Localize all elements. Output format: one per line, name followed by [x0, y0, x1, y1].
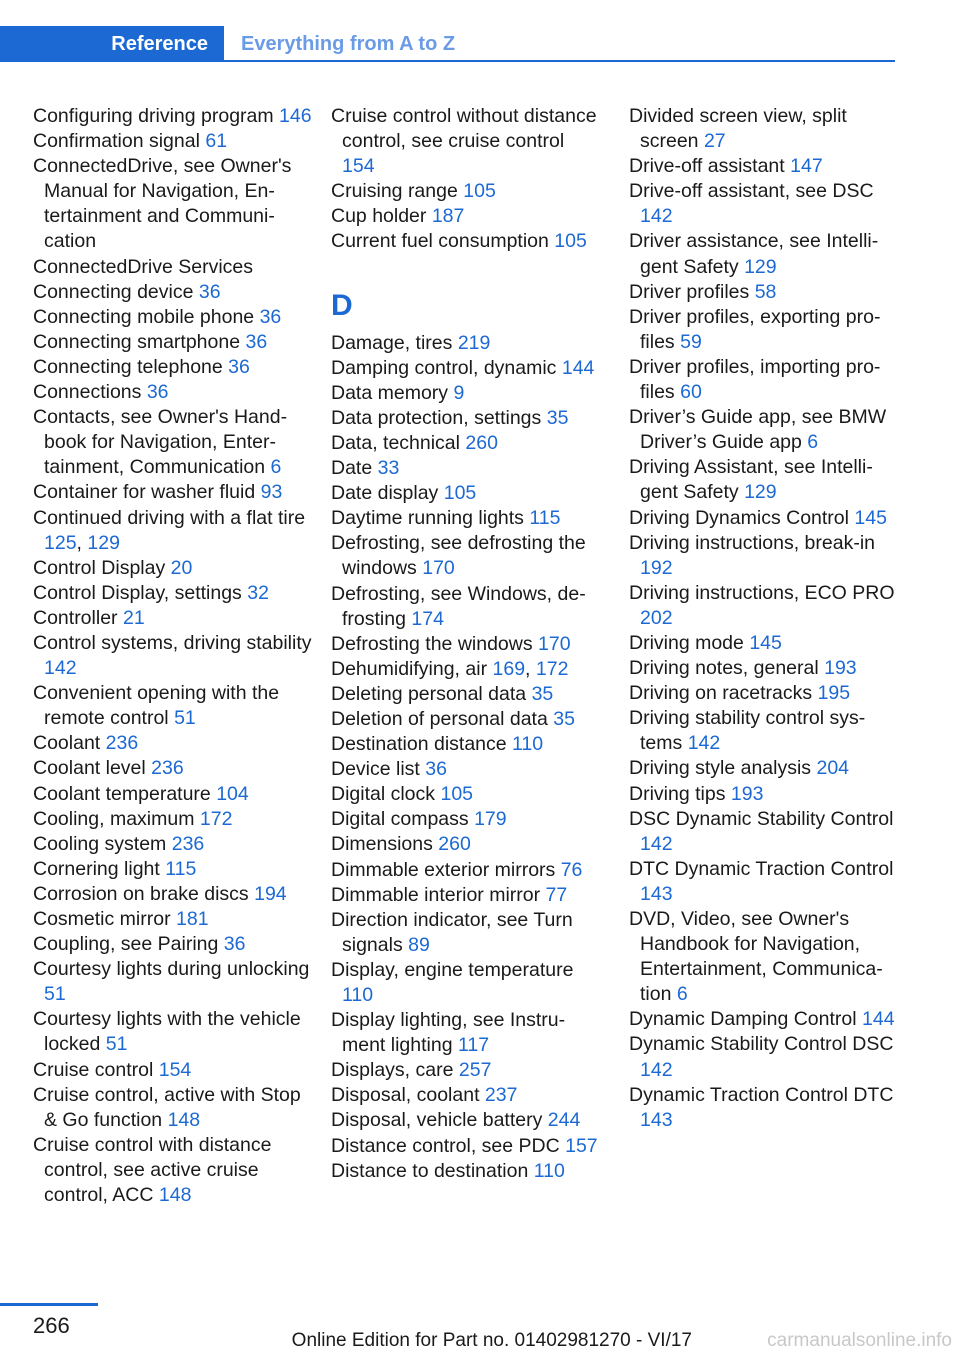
page-reference-link[interactable]: 260: [465, 431, 498, 454]
index-column-2: [331, 104, 601, 1184]
index-entry-text: Direction indicator, see Turn signals: [331, 908, 573, 956]
page-reference-link[interactable]: 170: [422, 557, 455, 580]
index-entry-text: Cornering light: [33, 857, 160, 880]
page-reference-link[interactable]: 93: [260, 481, 283, 504]
page-reference-link[interactable]: 204: [816, 757, 850, 780]
page-reference-link[interactable]: 143: [640, 1108, 673, 1131]
index-entry-text: Connecting smartphone: [33, 330, 241, 353]
index-entry-text: Data memory: [331, 381, 449, 404]
index-entry: [33, 129, 313, 154]
page-reference-link[interactable]: 110: [342, 984, 374, 1006]
page-reference-link[interactable]: 146: [279, 105, 312, 127]
page-reference-link[interactable]: 142: [640, 205, 673, 228]
index-entry: [33, 1133, 313, 1208]
footer-rule: [0, 1303, 98, 1306]
index-entry: [331, 481, 601, 506]
index-entry: [331, 732, 601, 757]
page-reference-link[interactable]: 144: [862, 1008, 895, 1031]
page-reference-link[interactable]: 105: [463, 180, 496, 203]
index-entry: [629, 857, 899, 907]
index-entry-text: Cruise control: [33, 1058, 154, 1081]
tab-reference[interactable]: Reference: [0, 26, 224, 62]
index-entry-text: Connecting device: [33, 280, 194, 303]
index-entry: [331, 1083, 601, 1108]
page-reference-link[interactable]: 35: [531, 682, 554, 705]
index-entry: [33, 556, 313, 581]
page-reference-link[interactable]: 6: [270, 456, 282, 479]
page-reference-link[interactable]: 21: [122, 606, 145, 629]
page-reference-link[interactable]: 219: [457, 331, 491, 354]
index-entry: [331, 229, 601, 254]
index-entry: [331, 682, 601, 707]
page-reference-link[interactable]: 142: [640, 832, 673, 855]
index-entry-text: Driving tips: [629, 782, 726, 805]
page-reference-link[interactable]: 147: [790, 155, 823, 178]
page-reference-link[interactable]: 142: [687, 732, 721, 755]
page-reference-link[interactable]: 157: [565, 1134, 598, 1157]
index-entry-text: Dynamic Damping Control: [629, 1008, 857, 1031]
index-entry: [629, 631, 899, 656]
page-reference-link[interactable]: 172: [535, 657, 569, 680]
index-entry-text: Driver’s Guide app, see BMW Driver’s Guide app: [629, 406, 887, 454]
index-entry-text: ConnectedDrive Services: [33, 255, 254, 278]
page-reference-link[interactable]: 59: [680, 330, 702, 353]
index-entry-text: DTC Dynamic Traction Control: [629, 857, 894, 880]
index-entry-text: Distance to destination: [331, 1159, 529, 1182]
page-reference-link[interactable]: 170: [538, 632, 571, 655]
index-entry: [629, 1007, 899, 1032]
index-entry: [331, 832, 601, 857]
index-entry-text: Coolant level: [33, 757, 146, 780]
index-entry: [331, 1159, 601, 1184]
index-entry: [331, 782, 601, 807]
page-reference-link[interactable]: 236: [171, 832, 205, 855]
index-entry: [331, 179, 601, 204]
index-entry-text: Dynamic Stability Control DSC: [629, 1033, 894, 1056]
index-entry: [331, 908, 601, 958]
index-entry: [33, 1058, 313, 1083]
index-entry-text: Driving Assistant, see Intelligent Safety: [629, 456, 873, 504]
index-entry-text: Dimmable exterior mirrors: [331, 858, 556, 881]
index-entry-text: Driver profiles, exporting profiles: [629, 305, 881, 353]
header-rule: [224, 60, 895, 62]
index-entry: [331, 1134, 601, 1159]
index-entry: [33, 957, 313, 1007]
index-entry: [33, 756, 313, 781]
page-reference-link[interactable]: 193: [824, 657, 857, 680]
index-entry: [331, 582, 601, 632]
page-reference-link[interactable]: 172: [199, 807, 233, 830]
page-reference-link[interactable]: 142: [44, 657, 77, 680]
index-entry-text: Corrosion on brake discs: [33, 882, 249, 905]
index-entry-text: Cosmetic mirror: [33, 908, 171, 930]
index-entry-text: Cruise control without distance control, see cruise control: [331, 105, 597, 153]
watermark: carmanualsonline.info: [767, 1330, 952, 1351]
index-entry-text: Deleting personal data: [331, 682, 527, 705]
index-entry-text: Damage, tires: [331, 331, 453, 354]
index-entry-text: Control Display, settings: [33, 581, 242, 604]
index-entry: [629, 305, 899, 355]
index-entry-text: Driving mode: [629, 631, 744, 654]
index-entry: [33, 280, 313, 305]
page-reference-link[interactable]: 20: [170, 556, 193, 579]
index-entry: [331, 531, 601, 581]
page-reference-link[interactable]: 36: [425, 758, 447, 781]
index-entry: [33, 731, 313, 756]
index-entry-text: Defrosting the windows: [331, 632, 533, 655]
page-reference-link[interactable]: 129: [744, 481, 777, 504]
index-entry: [331, 381, 601, 406]
index-entry: [33, 154, 313, 254]
index-entry: [331, 858, 601, 883]
page-reference-link[interactable]: 89: [408, 933, 430, 956]
index-entry-text: Defrosting, see Windows, defrosting: [331, 582, 586, 630]
edition-note: Online Edition for Part no. 01402981270 - VI/17: [291, 1330, 692, 1351]
page-reference-link[interactable]: 174: [411, 607, 444, 630]
index-entry-text: Damping control, dynamic: [331, 356, 557, 379]
index-entry-text: Deletion of personal data: [331, 707, 548, 730]
page-reference-link[interactable]: 105: [440, 783, 474, 806]
page-reference-link[interactable]: 260: [438, 833, 471, 856]
index-entry: [629, 681, 899, 706]
index-entry-text: Digital compass: [331, 808, 469, 831]
index-entry-text: Dehumidifying, air: [331, 657, 488, 680]
page-reference-link[interactable]: 27: [703, 130, 726, 153]
index-entry: [331, 1108, 601, 1133]
index-entry: [629, 506, 899, 531]
index-entry: [629, 807, 899, 857]
page-reference-link[interactable]: 148: [158, 1184, 192, 1207]
page-reference-link[interactable]: 244: [547, 1109, 581, 1132]
index-entry: [629, 154, 899, 179]
index-entry-text: Courtesy lights during unlocking: [33, 958, 310, 981]
index-entry: [629, 455, 899, 505]
index-entry-text: Connecting mobile phone: [33, 305, 255, 328]
page-reference-link[interactable]: 35: [546, 406, 569, 429]
index-entry: [33, 882, 313, 907]
index-entry-text: Cooling system: [33, 832, 167, 855]
index-entry: [33, 907, 313, 932]
index-entry: [331, 707, 601, 732]
index-entry: [629, 706, 899, 756]
index-entry: [33, 832, 313, 857]
index-entry-text: DSC Dynamic Stability Control: [629, 807, 894, 830]
page-reference-link[interactable]: 192: [640, 556, 673, 579]
page-reference-link[interactable]: 115: [529, 507, 561, 530]
index-entry-text: Display, engine temperature: [331, 958, 574, 981]
index-entry: [331, 406, 601, 431]
index-entry: [33, 405, 313, 480]
page-reference-link[interactable]: 236: [151, 757, 184, 780]
index-entry-text: Controller: [33, 606, 118, 629]
index-entry-text: Daytime running lights: [331, 507, 524, 530]
index-entry: [331, 356, 601, 381]
page-reference-link[interactable]: 36: [245, 330, 268, 353]
index-entry-text: Drive-off assistant, see DSC: [629, 180, 874, 203]
page-reference-link[interactable]: 6: [676, 983, 688, 1006]
index-entry-text: Disposal, coolant: [331, 1084, 480, 1107]
page-reference-link[interactable]: 35: [553, 707, 575, 730]
index-entry: [33, 581, 313, 606]
index-entry-text: Destination distance: [331, 733, 507, 756]
index-entry-text: Device list: [331, 758, 420, 781]
index-entry: [629, 355, 899, 405]
index-entry-text: Driving notes, general: [629, 657, 819, 680]
page-reference-link[interactable]: 202: [640, 606, 673, 629]
page-reference-link[interactable]: 194: [254, 882, 287, 905]
index-entry: [629, 104, 899, 154]
index-entry-text: Divided screen view, split screen: [629, 105, 847, 153]
index-entry: [629, 179, 899, 229]
index-entry-text: ConnectedDrive, see Owner's Manual for Navigation, Entertainment and Communication: [33, 155, 292, 253]
index-entry-text: Digital clock: [331, 783, 436, 806]
page-reference-link[interactable]: 51: [174, 707, 196, 730]
index-entry-text: Driving instructions, break-in: [629, 531, 876, 554]
index-entry: [33, 104, 313, 129]
index-entry-text: Driving Dynamics Control: [629, 506, 849, 529]
page-reference-link[interactable]: 145: [854, 506, 887, 529]
index-entry: [331, 958, 601, 1008]
page-reference-link[interactable]: 142: [640, 1058, 673, 1081]
index-entry-text: Driver profiles: [629, 280, 750, 303]
index-entry: [629, 531, 899, 581]
index-column-3: [629, 104, 899, 1133]
page-reference-link[interactable]: 36: [146, 381, 169, 404]
page-reference-link[interactable]: 144: [561, 356, 595, 379]
page-reference-link[interactable]: 148: [167, 1108, 201, 1131]
index-entry-text: Coolant temperature: [33, 782, 211, 805]
index-entry: [629, 581, 899, 631]
page-reference-link[interactable]: 129: [744, 255, 777, 278]
index-entry: [331, 204, 601, 229]
index-entry-text: Coupling, see Pairing: [33, 933, 219, 956]
index-entry-text: DVD, Video, see Owner's Handbook for Navigation, Entertainment, Communication: [629, 908, 883, 1006]
index-entry-text: Cruise control, active with Stop & Go function: [33, 1083, 301, 1131]
index-entry-text: Distance control, see PDC: [331, 1134, 560, 1157]
index-entry-text: Cruising range: [331, 180, 458, 203]
index-entry: [629, 656, 899, 681]
index-entry: [33, 255, 313, 280]
page-reference-link[interactable]: 181: [176, 908, 209, 930]
index-entry: [629, 1032, 899, 1082]
index-entry-text: Defrosting, see defrosting the windows: [331, 532, 586, 580]
index-entry: [629, 229, 899, 279]
index-entry: [33, 305, 313, 330]
page-reference-link[interactable]: 104: [216, 782, 249, 805]
index-entry: [331, 104, 601, 179]
header-tabbar: [0, 26, 895, 62]
page-reference-link[interactable]: 77: [545, 883, 568, 906]
index-entry: [331, 632, 601, 657]
index-entry-text: Disposal, vehicle battery: [331, 1109, 543, 1132]
index-entry: [33, 932, 313, 957]
index-entry-text: Contacts, see Owner's Handbook for Navigation, Entertainment, Communication: [33, 406, 288, 479]
page-reference-link[interactable]: 154: [342, 155, 375, 178]
index-entry-text: Dimmable interior mirror: [331, 883, 541, 906]
index-entry: [331, 331, 601, 356]
page-reference-link[interactable]: 193: [730, 782, 764, 805]
page-number: 266: [33, 1313, 70, 1338]
index-entry-text: Displays, care: [331, 1059, 454, 1082]
index-entry-text: Convenient opening with the remote control: [33, 682, 280, 730]
page-reference-link[interactable]: 187: [431, 205, 465, 228]
index-entry-text: Configuring driving program: [33, 105, 274, 127]
index-letter-heading: D: [331, 288, 353, 322]
index-entry: [33, 380, 313, 405]
index-entry: [331, 807, 601, 832]
index-entry: [629, 907, 899, 1007]
page-reference-link[interactable]: 51: [44, 983, 66, 1006]
index-entry-text: Container for washer fluid: [33, 481, 256, 504]
index-entry-text: Data, technical: [331, 431, 460, 454]
index-entry-text: Confirmation signal: [33, 130, 200, 153]
page-reference-link[interactable]: 61: [205, 130, 228, 153]
page-reference-link[interactable]: 60: [680, 381, 702, 404]
tab-everything-a-to-z[interactable]: Everything from A to Z: [241, 32, 456, 55]
page-reference-link[interactable]: 36: [259, 305, 282, 328]
page-reference-link[interactable]: 154: [158, 1058, 192, 1081]
index-entry: [33, 807, 313, 832]
page-reference-link[interactable]: 117: [458, 1034, 490, 1057]
page-reference-link[interactable]: 33: [377, 457, 400, 480]
index-entry-text: Continued driving with a flat tire: [33, 506, 306, 529]
page-reference-link[interactable]: 36: [228, 355, 250, 378]
index-entry: [33, 782, 313, 807]
index-entry-text: Dimensions: [331, 833, 433, 856]
page-reference-link[interactable]: 169: [492, 657, 526, 680]
page-reference-link[interactable]: 110: [533, 1159, 565, 1182]
index-entry: [331, 506, 601, 531]
index-entry-text: Connecting telephone: [33, 355, 223, 378]
page-reference-link[interactable]: 129: [87, 531, 120, 554]
index-entry-text: Driving style analysis: [629, 757, 812, 780]
page-reference-link[interactable]: 236: [105, 732, 139, 755]
index-entry: [331, 431, 601, 456]
index-entry: [33, 330, 313, 355]
index-entry-text: Cruise control with distance control, see active cruise control, ACC: [33, 1133, 272, 1207]
index-entry: [33, 355, 313, 380]
index-entry-text: Data protection, settings: [331, 406, 542, 429]
index-entry-text: Connections: [33, 381, 142, 404]
page-reference-link[interactable]: 179: [474, 808, 507, 831]
page-reference-link[interactable]: 237: [484, 1084, 518, 1107]
page-reference-link[interactable]: 110: [512, 733, 544, 756]
page-reference-link[interactable]: 145: [749, 631, 782, 654]
index-entry: [629, 756, 899, 781]
index-entry: [33, 681, 313, 731]
index-entry: [331, 757, 601, 782]
index-entry-text: Dynamic Traction Control DTC: [629, 1083, 894, 1106]
index-entry: [33, 1007, 313, 1057]
page-reference-link[interactable]: 115: [165, 857, 197, 880]
page-reference-link[interactable]: 58: [754, 280, 777, 303]
page-reference-link[interactable]: 76: [560, 858, 583, 881]
index-entry: [331, 1008, 601, 1058]
index-entry-text: Driving stability control systems: [629, 707, 866, 755]
index-entry-text: Cooling, maximum: [33, 807, 195, 830]
index-entry-text: Coolant: [33, 732, 101, 755]
index-entry: [33, 857, 313, 882]
page-reference-link[interactable]: 36: [198, 280, 221, 303]
index-entry-text: Driving on racetracks: [629, 682, 813, 705]
page-reference-link[interactable]: 125: [44, 531, 77, 554]
page-reference-link[interactable]: 32: [247, 581, 269, 604]
page-reference-link[interactable]: 36: [223, 933, 246, 956]
index-entry: [629, 405, 899, 455]
index-entry: [33, 480, 313, 505]
index-entry: Dehumidifying, air 169, 172: [331, 657, 569, 680]
page-reference-link[interactable]: 143: [640, 882, 673, 905]
index-column-1: [33, 104, 313, 1208]
index-entry-text: Display lighting, see Instrument lighting: [331, 1009, 566, 1057]
index-entry-text: Control systems, driving stability: [33, 631, 312, 654]
page-reference-link[interactable]: 9: [453, 381, 465, 404]
index-entry: Continued driving with a flat tire 125, 129: [33, 506, 306, 554]
index-entry-text: Cup holder: [331, 205, 427, 228]
index-entry-text: Courtesy lights with the vehicle locked: [33, 1008, 301, 1056]
page-reference-link[interactable]: 105: [554, 230, 587, 253]
index-entry-text: Control Display: [33, 556, 166, 579]
index-entry: [629, 1083, 899, 1133]
index-entry: [331, 456, 601, 481]
page-reference-link[interactable]: 6: [807, 431, 819, 454]
page-reference-link[interactable]: 105: [443, 482, 477, 505]
index-entry: [331, 1058, 601, 1083]
index-entry-text: Date display: [331, 482, 439, 505]
index-entry-text: Drive-off assistant: [629, 155, 785, 178]
index-entry: [33, 1083, 313, 1133]
page-reference-link[interactable]: 257: [458, 1059, 492, 1082]
index-entry-text: Driver profiles, importing profiles: [629, 355, 881, 404]
page-reference-link[interactable]: 51: [105, 1033, 128, 1056]
index-entry: [33, 631, 313, 681]
index-entry-text: Driving instructions, ECO PRO: [629, 581, 895, 604]
index-entry-text: Current fuel consumption: [331, 230, 549, 253]
index-entry-text: Date: [331, 457, 373, 480]
index-entry: [629, 280, 899, 305]
index-entry: [33, 606, 313, 631]
page-reference-link[interactable]: 195: [817, 682, 851, 705]
index-entry: [331, 883, 601, 908]
index-entry: [629, 782, 899, 807]
index-entry-text: Driver assistance, see Intelligent Safety: [629, 230, 879, 278]
